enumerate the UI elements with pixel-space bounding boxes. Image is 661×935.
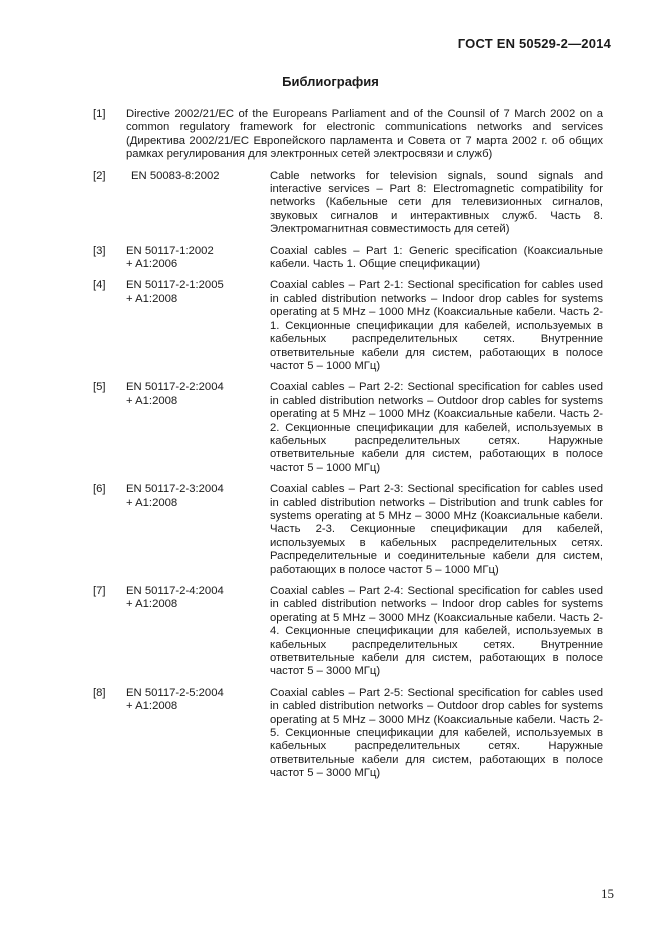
entry-text: Coaxial cables – Part 2-1: Sectional specification for cables used in cabled distribution networks – Indoor drop cables for systems operating at 5 MHz – 1000 MHz (Коаксиальные кабели. Часть 2-1. Секционные спецификации для кабелей, используемых в кабельных распределительных сетях. Внутренние ответвительные кабели для систем, работающих в полосе частот 5 – 1000 МГц) (270, 279, 603, 372)
standard-code: EN 50117-2-5:2004 (126, 686, 224, 699)
entry-reference (126, 279, 271, 306)
bibliography-entry-5 (93, 381, 603, 475)
entry-reference (126, 245, 271, 272)
entry-number: [8] (93, 686, 106, 699)
section-title: Библиография (282, 74, 379, 89)
bibliography-entry-7 (93, 585, 603, 679)
amendment-code: + A1:2008 (126, 394, 178, 407)
bibliography-entry-6 (93, 483, 603, 577)
entry-text: Coaxial cables – Part 2-3: Sectional specification for cables used in cabled distribution networks – Distribution and trunk cables for systems operating at 5 MHz – 3000 MHz (Коаксиальные кабели. Часть 2-3. Секционные спецификации для кабелей, используемых в кабельных распределительных сетях. Распределительные и соединительные кабели для систем, работающих в полосе частот 5 – 1000 МГц) (270, 483, 603, 576)
entry-number: [1] (93, 108, 106, 120)
entry-reference (126, 687, 271, 714)
amendment-code: + A1:2008 (126, 700, 178, 713)
entry-reference (126, 170, 271, 183)
entry-number: [2] (93, 169, 106, 182)
standard-code: EN 50117-2-1:2005 (126, 279, 224, 292)
entry-text: Coaxial cables – Part 2-4: Sectional specification for cables used in cabled distribution networks – Indoor drop cables for systems operating at 5 MHz – 3000 MHz (Коаксиальные кабели. Часть 2-4. Секционные спецификации для кабелей, используемых в кабельных распределительных сетях. Внутренние ответвительные кабели для систем, работающих в полосе частот 5 – 3000 МГц) (270, 585, 603, 678)
standard-code: EN 50117-2-4:2004 (126, 585, 224, 597)
bibliography-entry-1 (93, 108, 603, 162)
entry-number: [6] (93, 483, 106, 496)
entry-reference (126, 381, 271, 408)
amendment-code: + A1:2006 (126, 258, 178, 271)
entry-number: [7] (93, 585, 106, 597)
bibliography-entry-2 (93, 170, 603, 237)
entry-reference (126, 483, 271, 510)
entry-number: [4] (93, 279, 106, 292)
entry-text: Directive 2002/21/EC of the Europeans Parliament and of the Counsil of 7 March 2002 on a common regulatory framework for electronic communications networks and services (Директива 2002/21/EC Европейского парламента и Совета от 7 марта 2002 г. об общих рамках регулирования для электронных сетей электросвязи и служб) (126, 108, 603, 161)
bibliography-entry-8 (93, 687, 603, 781)
standard-code: EN 50117-1:2002 (126, 244, 214, 257)
standard-code: EN 50117-2-3:2004 (126, 483, 224, 496)
amendment-code: + A1:2008 (126, 292, 178, 305)
entry-reference (126, 585, 271, 612)
bibliography-list (93, 108, 603, 789)
document-code-header: ГОСТ EN 50529-2—2014 (457, 36, 611, 51)
entry-text: Coaxial cables – Part 1: Generic specification (Коаксиальные кабели. Часть 1. Общие спецификации) (270, 244, 603, 271)
amendment-code: + A1:2008 (126, 598, 178, 611)
standard-code: EN 50083-8:2002 (131, 169, 220, 182)
entry-text: Coaxial cables – Part 2-2: Sectional specification for cables used in cabled distribution networks – Outdoor drop cables for systems operating at 5 MHz – 1000 MHz (Коаксиальные кабели. Часть 2-2. Секционные спецификации для кабелей, используемых в кабельных распределительных сетях. Наружные ответвительные кабели для систем, работающих в полосе частот 5 – 1000 МГц) (270, 381, 603, 474)
bibliography-entry-4 (93, 279, 603, 373)
entry-number: [5] (93, 381, 106, 394)
entry-text: Coaxial cables – Part 2-5: Sectional specification for cables used in cabled distribution networks – Outdoor drop cables for systems operating at 5 MHz – 3000 MHz (Коаксиальные кабели. Часть 2-5. Секционные спецификации для кабелей, используемых в кабельных распределительных сетях. Наружные ответвительные кабели для систем, работающих в полосе частот 5 – 3000 МГц) (270, 686, 603, 780)
page-number: 15 (601, 886, 614, 901)
amendment-code: + A1:2008 (126, 496, 178, 509)
entry-number: [3] (93, 244, 106, 257)
standard-code: EN 50117-2-2:2004 (126, 381, 224, 394)
entry-text: Cable networks for television signals, sound signals and interactive services – Part 8: Electromagnetic compatibility for networks (Кабельные сети для телевизионных сигналов, звуковых сигналов и интерактивных служб. Часть 8. Электромагнитная совместимость для сетей) (270, 169, 603, 236)
bibliography-entry-3 (93, 245, 603, 272)
